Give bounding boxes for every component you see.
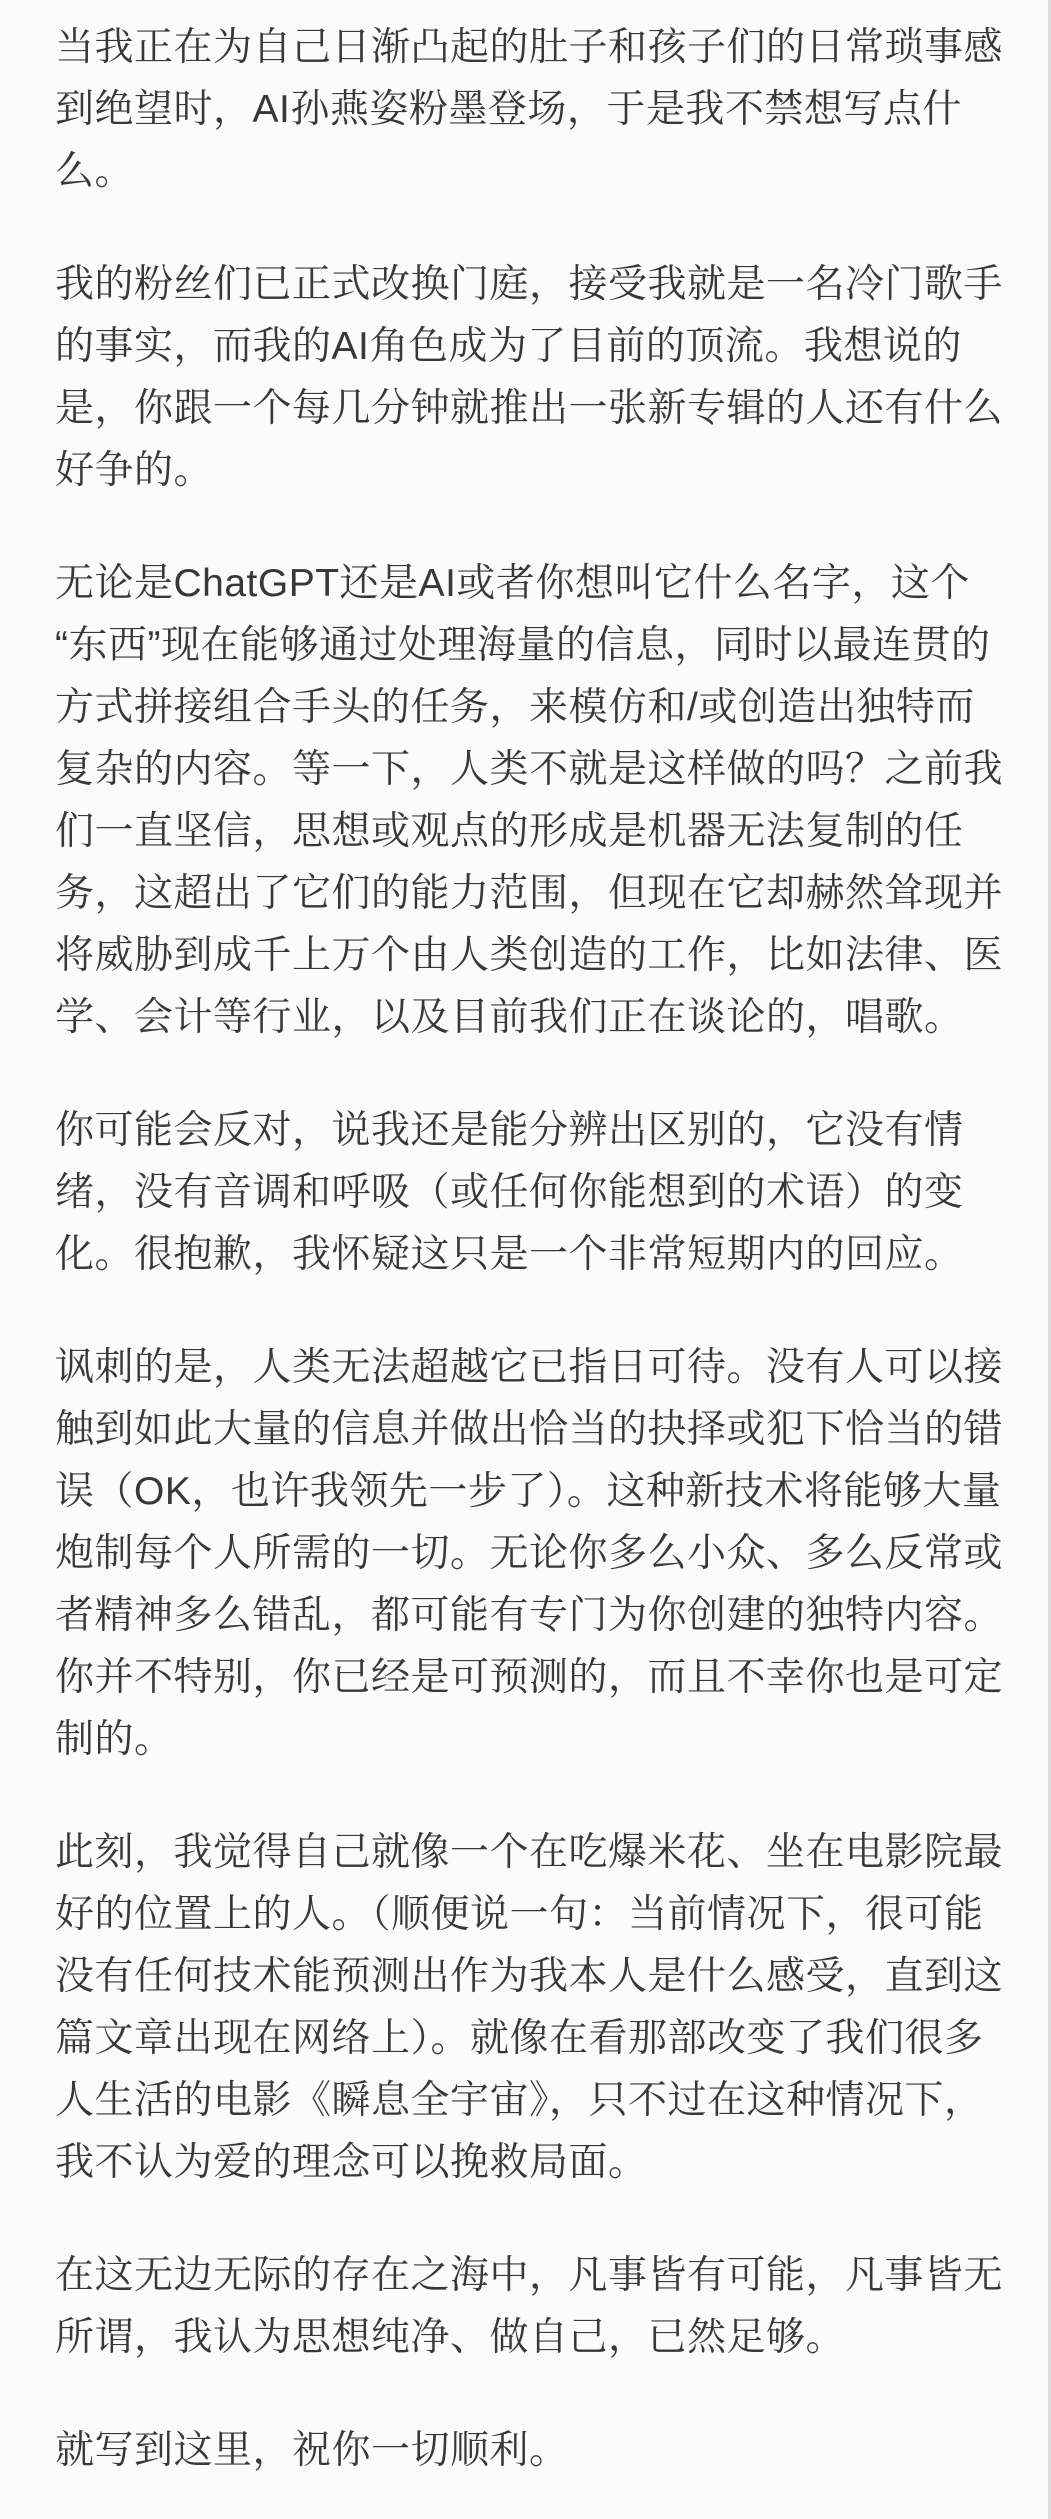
paragraph-2: 我的粉丝们已正式改换门庭，接受我就是一名冷门歌手的事实，而我的AI角色成为了目前的顶流。我想说的是，你跟一个每几分钟就推出一张新专辑的人还有什么好争的。 [55,263,1004,492]
paragraph-8: 就写到这里，祝你一切顺利。 [55,2429,569,2472]
paragraph-4: 你可能会反对，说我还是能分辨出区别的，它没有情绪，没有音调和呼吸（或任何你能想到的术语）的变化。很抱歉，我怀疑这只是一个非常短期内的回应。 [55,1109,964,1276]
paragraph-6: 此刻，我觉得自己就像一个在吃爆米花、坐在电影院最好的位置上的人。（顺便说一句：当前情况下，很可能没有任何技术能预测出作为我本人是什么感受，直到这篇文章出现在网络上）。就像在看那部改变了我们很多人生活的电影《瞬息全宇宙》，只不过在这种情况下，我不认为爱的理念可以挽救局面。 [55,1831,1004,2184]
paragraph-3: 无论是ChatGPT还是AI或者你想叫它什么名字，这个“东西”现在能够通过处理海量的信息，同时以最连贯的方式拼接组合手头的任务，来模仿和/或创造出独特而复杂的内容。等一下，人类不就是这样做的吗？之前我们一直坚信，思想或观点的形成是机器无法复制的任务，这超出了它们的能力范围，但现在它却赫然耸现并将威胁到成千上万个由人类创造的工作，比如法律、医学、会计等行业，以及目前我们正在谈论的，唱歌。 [55,562,1004,1039]
paragraph-1: 当我正在为自己日渐凸起的肚子和孩子们的日常琐事感到绝望时，AI孙燕姿粉墨登场，于是我不禁想写点什么。 [55,26,1004,193]
paragraph-7: 在这无边无际的存在之海中，凡事皆有可能，凡事皆无所谓，我认为思想纯净、做自己，已然足够。 [55,2254,1004,2359]
paragraph-5: 讽刺的是，人类无法超越它已指日可待。没有人可以接触到如此大量的信息并做出恰当的抉择或犯下恰当的错误（OK，也许我领先一步了）。这种新技术将能够大量炮制每个人所需的一切。无论你多么小众、多么反常或者精神多么错乱，都可能有专门为你创建的独特内容。你并不特别，你已经是可预测的，而且不幸你也是可定制的。 [55,1346,1004,1761]
